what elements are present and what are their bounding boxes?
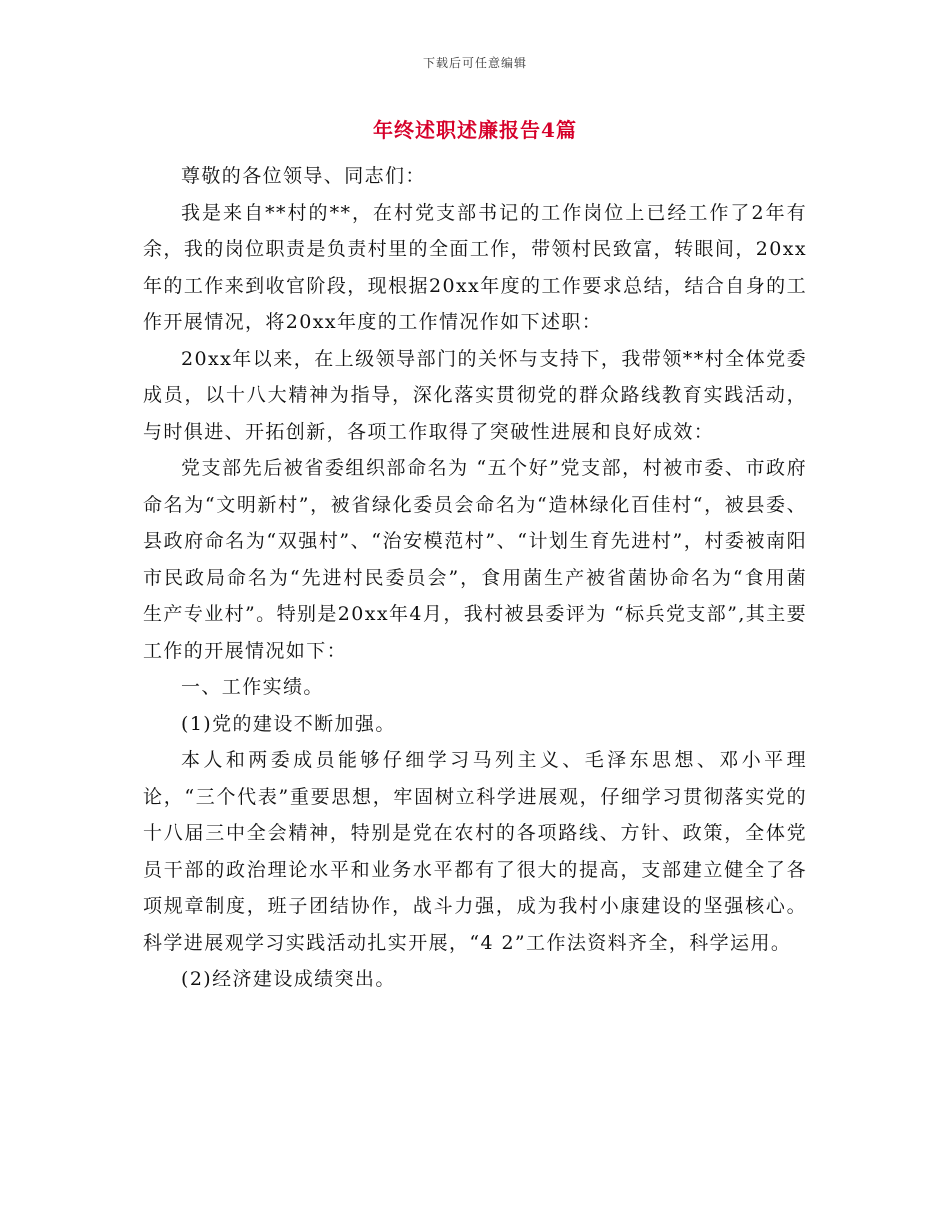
section-heading-achievements: 一、工作实绩。 (181, 676, 324, 698)
paragraph-intro: 我是来自**村的**，在村党支部书记的工作岗位上已经工作了2年有余，我的岗位职责是负责村里的全面工作，带领村民致富，转眼间，20xx年的工作来到收官阶段，现根据20xx年度的工作要求总结，结合自身的工作开展情况，将20xx年度的工作情况作如下述职： (143, 201, 807, 333)
paragraph-honors: 党支部先后被省委组织部命名为 “五个好”党支部，村被市委、市政府命名为“文明新村”，被省绿化委员会命名为“造林绿化百佳村“，被县委、县政府命名为“双强村”、“治安模范村”、“计划生育先进村”，村委被南阳市民政局命名为“先进村民委员会”，食用菌生产被省菌协命名为“食用菌生产专业村”。特别是20xx年4月，我村被县委评为 “标兵党支部”,其主要工作的开展情况如下： (143, 457, 807, 662)
header-note: 下载后可任意编辑 (422, 56, 527, 70)
document-body (143, 158, 807, 998)
paragraph-summary: 20xx年以来，在上级领导部门的关怀与支持下，我带领**村全体党委成员，以十八大精神为指导，深化落实贯彻党的群众路线教育实践活动，与时俱进、开拓创新，各项工作取得了突破性进展和良好成效： (143, 347, 807, 443)
document-title: 年终述职述廉报告4篇 (373, 118, 577, 142)
subheading-economic: (2)经济建设成绩突出。 (181, 968, 396, 990)
salutation: 尊敬的各位领导、同志们： (181, 165, 426, 187)
paragraph-party-building: 本人和两委成员能够仔细学习马列主义、毛泽东思想、邓小平理论，“三个代表”重要思想，牢固树立科学进展观，仔细学习贯彻落实党的十八届三中全会精神，特别是党在农村的各项路线、方针、政策，全体党员干部的政治理论水平和业务水平都有了很大的提高，支部建立健全了各项规章制度，班子团结协作，战斗力强，成为我村小康建设的坚强核心。科学进展观学习实践活动扎实开展，“4 2”工作法资料齐全，科学运用。 (143, 749, 807, 954)
subheading-party-building: (1)党的建设不断加强。 (181, 712, 396, 735)
